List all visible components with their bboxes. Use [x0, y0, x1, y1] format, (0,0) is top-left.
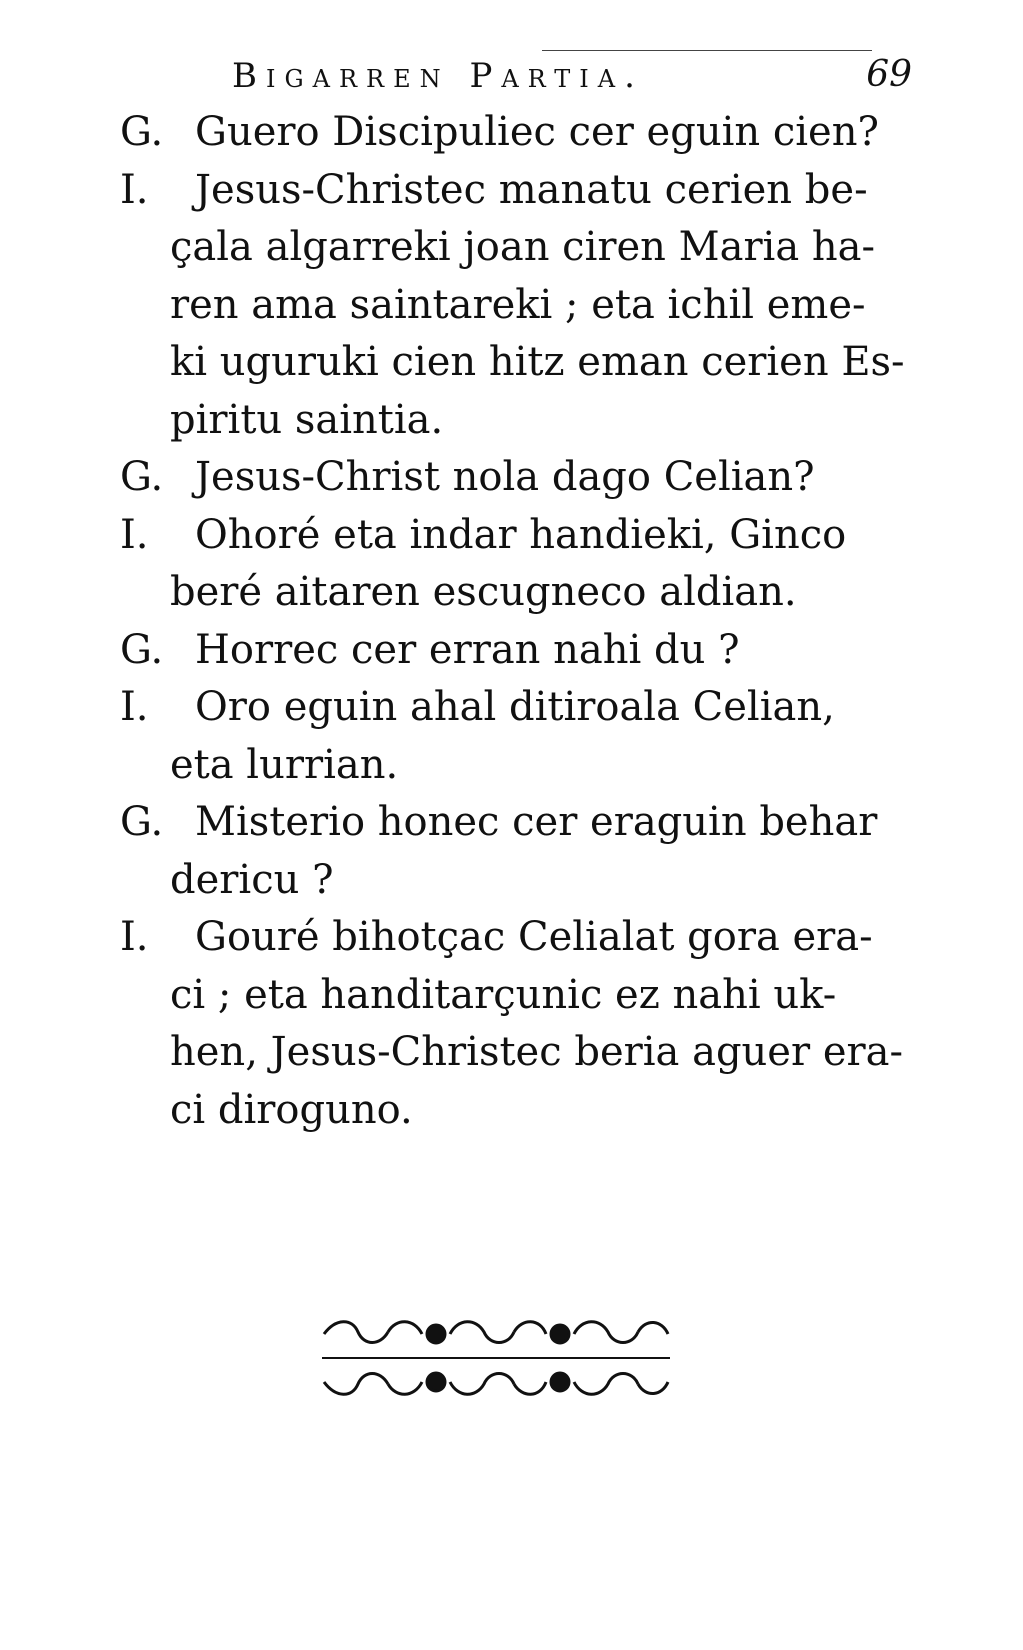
dialogue-entry [120, 622, 920, 680]
text-line: Horrec cer erran nahi du ? [195, 626, 740, 673]
text-line: piritu saintia. [170, 396, 444, 443]
dialogue-entry [120, 794, 920, 909]
text-line: Guero Discipuliec cer eguin cien? [195, 109, 879, 155]
text-line: hen, Jesus-Christec beria aguer era- [170, 1029, 903, 1075]
catechism-text [120, 104, 920, 1139]
header-rule [542, 50, 872, 51]
running-title: Bigarren Partia. [232, 56, 644, 96]
speaker-label: G. [120, 109, 164, 155]
speaker-label: I. [120, 511, 149, 558]
dialogue-entry [120, 104, 920, 162]
text-line: Jesus-Christec manatu cerien be- [195, 166, 868, 213]
text-line: eta lurrian. [170, 741, 399, 788]
speaker-label: G. [120, 626, 164, 673]
speaker-label: I. [120, 684, 149, 730]
text-line: çala algarreki joan ciren Maria ha- [170, 224, 876, 270]
text-line: dericu ? [170, 856, 334, 903]
floral-tailpiece-ornament-icon [318, 1312, 674, 1404]
dialogue-entry [120, 507, 920, 622]
speaker-label: G. [120, 454, 164, 500]
speaker-label: I. [120, 914, 149, 960]
text-line: Ohoré eta indar handieki, Ginco [195, 511, 847, 558]
dialogue-entry [120, 679, 920, 794]
text-line: ki uguruki cien hitz eman cerien Es- [170, 339, 905, 385]
speaker-label: G. [120, 799, 164, 845]
running-header [232, 48, 912, 100]
text-line: Oro eguin ahal ditiroala Celian, [195, 684, 835, 730]
text-line: Gouré bihotçac Celialat gora era- [195, 914, 873, 960]
text-line: ci ; eta handitarçunic ez nahi uk- [170, 971, 837, 1018]
text-line: Jesus-Christ nola dago Celian? [195, 454, 815, 500]
text-line: beré aitaren escugneco aldian. [170, 569, 797, 615]
dialogue-entry [120, 909, 920, 1139]
page-number: 69 [866, 54, 912, 95]
text-line: Misterio honec cer eraguin behar [195, 799, 878, 845]
dialogue-entry [120, 162, 920, 450]
text-line: ren ama saintareki ; eta ichil eme- [170, 281, 866, 328]
text-line: ci diroguno. [170, 1086, 413, 1133]
speaker-label: I. [120, 166, 149, 213]
dialogue-entry [120, 449, 920, 507]
